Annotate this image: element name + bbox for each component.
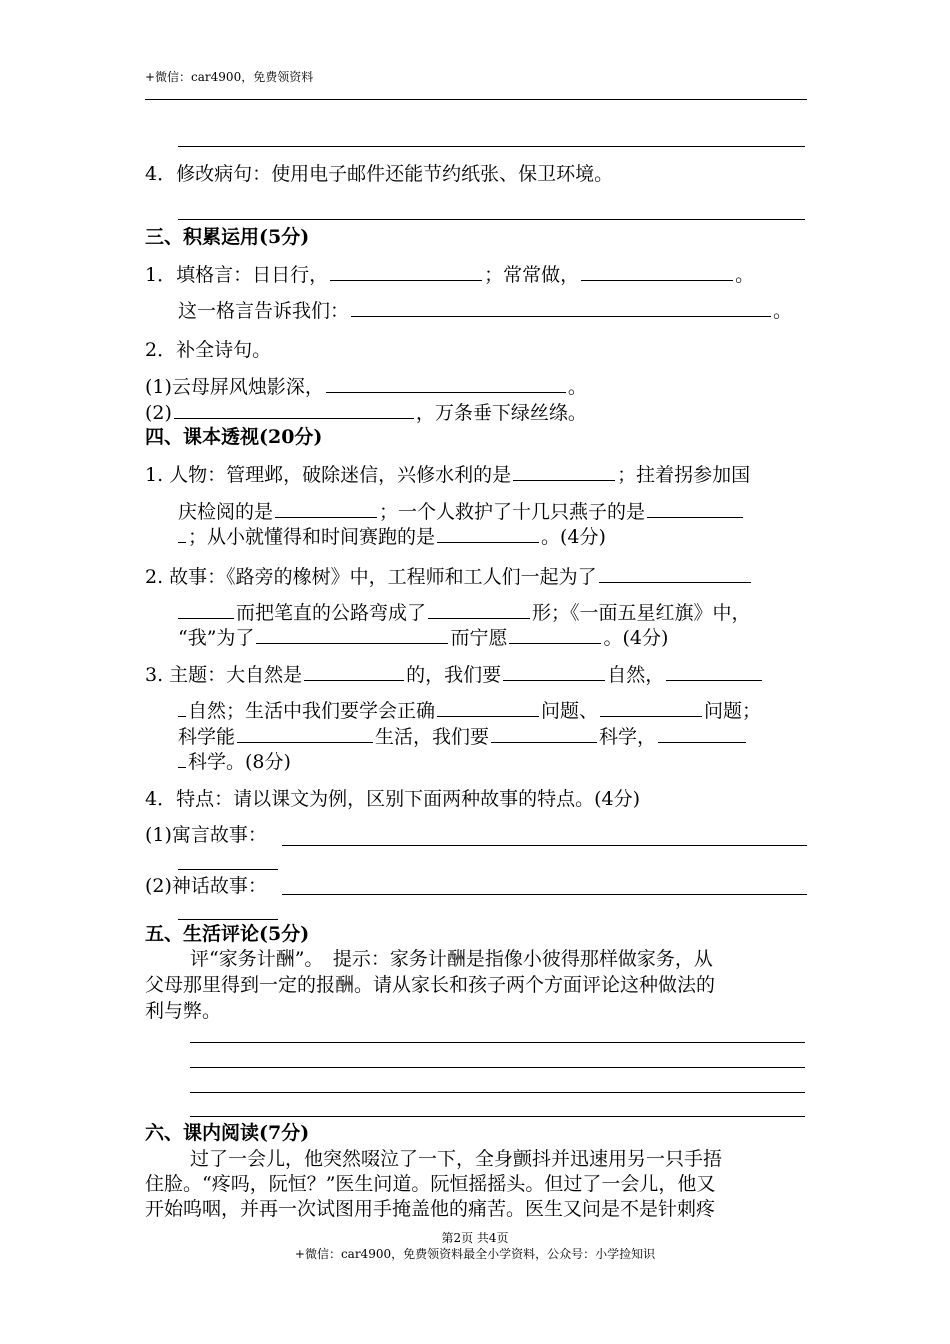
blank[interactable] [275,499,377,518]
blank[interactable] [304,662,404,681]
blank[interactable] [491,724,597,743]
question-3-1-line2: 这一格言告诉我们： 。 [178,300,793,322]
blank[interactable] [513,462,615,481]
question-4-correct-sentence: 4．修改病句：使用电子邮件还能节约纸张、保卫环境。 [145,163,614,185]
blank[interactable] [237,724,373,743]
question-4-1-line3: ；从小就懂得和时间赛跑的是 。(4分) [178,524,606,549]
question-4-4-1: (1)寓言故事： [145,824,267,846]
answer-line[interactable] [190,1092,805,1093]
question-4-2-line2: 而把笔直的公路弯成了 形；《一面五星红旗》中， [178,600,751,625]
question-4-4: 4．特点：请以课文为例，区别下面两种故事的特点。(4分) [145,788,641,810]
blank[interactable] [581,262,733,281]
poem-1: (1)云母屏风烛影深， 。 [145,376,587,398]
question-4-2-line1: 2. 故事：《路旁的橡树》中，工程师和工人们一起为了 [145,564,753,589]
blank[interactable] [658,724,746,743]
blank[interactable] [178,524,186,543]
header-note: +微信：car4900，免费领资料 [145,70,314,84]
paragraph-line: 开始呜咽，并再一次试图用手掩盖他的痛苦。医生又问是不是针刺疼 [145,1198,716,1220]
question-4-3-line1: 3. 主题：大自然是 的，我们要 自然， [145,662,764,687]
question-4-3-line2: 自然；生活中我们要学会正确 问题、 问题； [178,698,761,723]
answer-line[interactable] [190,1116,805,1117]
blank[interactable] [256,625,448,644]
question-4-3-line3: 科学能 生活，我们要 科学， [178,724,748,749]
question-4-1-line2: 庆检阅的是 ；一个人救护了十几只燕子的是 [178,499,745,524]
section-4-title: 四、课本透视(20分) [145,426,323,448]
answer-line[interactable] [178,869,278,870]
paragraph-line: 利与弊。 [145,1000,222,1022]
question-4-2-line3: “我”为了 而宁愿 。(4分) [178,627,669,649]
paragraph-line: 父母那里得到一定的报酬。请从家长和孩子两个方面评论这种做法的 [145,974,716,996]
blank[interactable] [666,662,762,681]
answer-line [178,146,805,147]
answer-line [145,99,807,100]
blank[interactable] [437,698,539,717]
footer-note: +微信：car4900，免费领资料最全小学资料，公众号：小学捡知识 [294,1247,656,1261]
question-4-3-line4: 科学。(8分) [178,749,291,774]
paragraph-line: 住脸。“疼吗，阮恒？”医生问道。阮恒摇摇头。但过了一会儿，他又 [145,1173,716,1195]
blank[interactable] [178,600,234,619]
section-6-title: 六、课内阅读(7分) [145,1122,310,1144]
question-3-2: 2．补全诗句。 [145,339,272,361]
blank[interactable] [503,662,605,681]
page-number: 第2页 共4页 [441,1231,509,1245]
answer-line[interactable] [190,1042,805,1043]
blank[interactable] [437,524,539,543]
blank[interactable] [599,564,751,583]
answer-line[interactable] [190,1067,805,1068]
answer-line[interactable] [178,919,278,920]
question-3-1-line1: 1．填格言：日日行， ；常常做， 。 [145,264,755,286]
blank[interactable] [600,698,702,717]
answer-line [178,219,805,220]
question-4-4-2: (2)神话故事： [145,875,267,897]
blank[interactable] [330,262,482,281]
paragraph-line: 评“家务计酬”。 提示：家务计酬是指像小彼得那样做家务，从 [190,948,713,970]
section-3-title: 三、积累运用(5分) [145,226,310,248]
answer-line[interactable] [282,845,807,846]
blank[interactable] [647,499,743,518]
blank[interactable] [178,698,186,717]
section-5-title: 五、生活评论(5分) [145,923,310,945]
blank[interactable] [178,749,186,768]
blank[interactable] [509,625,601,644]
paragraph-line: 过了一会儿，他突然啜泣了一下，全身颤抖并迅速用另一只手捂 [190,1148,723,1170]
blank[interactable] [428,600,530,619]
blank[interactable] [326,374,566,393]
answer-line[interactable] [282,894,807,895]
question-4-1-line1: 1. 人物：管理邺，破除迷信，兴修水利的是 ；拄着拐参加国 [145,464,751,486]
blank[interactable] [174,400,414,419]
poem-2: (2) ，万条垂下绿丝绦。 [145,402,587,424]
blank[interactable] [351,298,771,317]
